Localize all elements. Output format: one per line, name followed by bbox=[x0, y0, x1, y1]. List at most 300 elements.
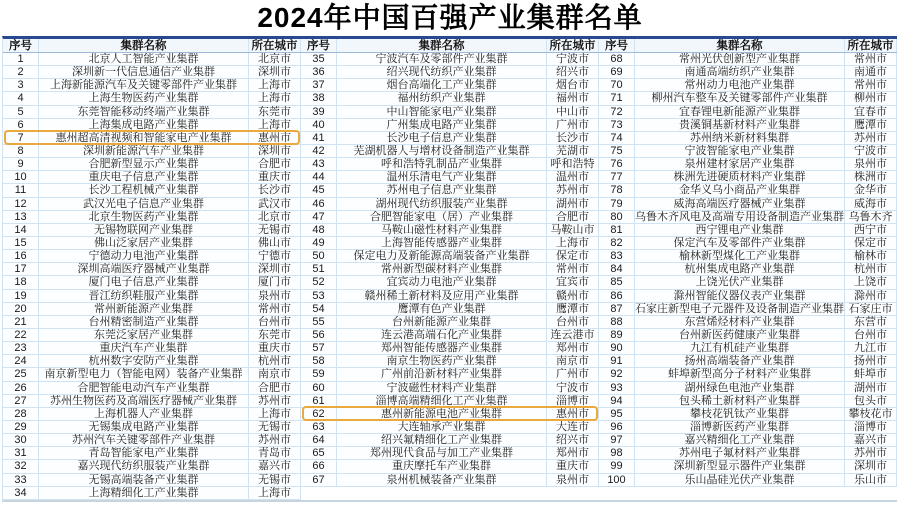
column-header-no: 序号 bbox=[301, 39, 337, 52]
table-row bbox=[3, 276, 301, 289]
cell-city: 台州市 bbox=[845, 329, 897, 341]
cell-no: 100 bbox=[599, 474, 635, 486]
cell-no: 59 bbox=[301, 368, 337, 380]
cell-city: 湖州市 bbox=[845, 382, 897, 394]
cell-cluster-name: 东营烯烃材料产业集群 bbox=[635, 316, 845, 328]
table-row bbox=[599, 66, 897, 79]
cell-cluster-name: 惠州新能源电池产业集群 bbox=[337, 408, 547, 420]
cell-city: 重庆市 bbox=[547, 460, 599, 472]
cell-cluster-name: 常州光伏创新型产业集群 bbox=[635, 53, 845, 65]
table-row bbox=[599, 119, 897, 132]
cell-city: 乌鲁木齐 bbox=[845, 211, 897, 223]
table-row bbox=[599, 250, 897, 263]
cell-city: 泉州市 bbox=[249, 290, 301, 302]
cell-no: 54 bbox=[301, 303, 337, 315]
cell-no: 10 bbox=[3, 171, 39, 183]
cell-city: 石家庄市 bbox=[845, 303, 897, 315]
cell-cluster-name: 滁州智能仪器仪表产业集群 bbox=[635, 290, 845, 302]
cell-no: 50 bbox=[301, 250, 337, 262]
cell-cluster-name: 武汉光电子信息产业集群 bbox=[39, 198, 249, 210]
cell-city: 长沙市 bbox=[547, 132, 599, 144]
table-row bbox=[3, 237, 301, 250]
cell-cluster-name: 保定电力及新能源高端装备产业集群 bbox=[337, 250, 547, 262]
cell-no: 32 bbox=[3, 460, 39, 472]
table-row bbox=[3, 368, 301, 381]
cell-cluster-name: 无锡高端装备产业集群 bbox=[39, 474, 249, 486]
cell-city: 南京市 bbox=[547, 355, 599, 367]
table-column-group-3 bbox=[599, 39, 897, 487]
cell-city: 广州市 bbox=[547, 119, 599, 131]
cell-cluster-name: 宜春锂电新能源产业集群 bbox=[635, 106, 845, 118]
table-row bbox=[3, 106, 301, 119]
cell-cluster-name: 苏州电子氟材料产业集群 bbox=[635, 447, 845, 459]
cell-cluster-name: 威海高端医疗器械产业集群 bbox=[635, 198, 845, 210]
cell-city: 长沙市 bbox=[249, 184, 301, 196]
table-row bbox=[599, 368, 897, 381]
cell-cluster-name: 攀枝花钒钛产业集群 bbox=[635, 408, 845, 420]
cell-cluster-name: 绍兴现代纺织产业集群 bbox=[337, 66, 547, 78]
cell-city: 宁波市 bbox=[845, 145, 897, 157]
table-column-group-2 bbox=[301, 39, 599, 487]
cell-city: 嘉兴市 bbox=[845, 434, 897, 446]
cell-city: 宜宾市 bbox=[547, 276, 599, 288]
cell-city: 厦门市 bbox=[249, 276, 301, 288]
table-row bbox=[599, 53, 897, 66]
cell-no: 23 bbox=[3, 342, 39, 354]
cell-city: 上海市 bbox=[249, 79, 301, 91]
cell-cluster-name: 合肥智能电动汽车产业集群 bbox=[39, 382, 249, 394]
table-row bbox=[599, 92, 897, 105]
table-row bbox=[301, 145, 599, 158]
table-row bbox=[301, 224, 599, 237]
cell-no: 75 bbox=[599, 145, 635, 157]
cell-no: 47 bbox=[301, 211, 337, 223]
table-row bbox=[599, 184, 897, 197]
cell-city: 烟台市 bbox=[547, 79, 599, 91]
cell-no: 18 bbox=[3, 276, 39, 288]
cell-cluster-name: 台州新医药健康产业集群 bbox=[635, 329, 845, 341]
table-row bbox=[301, 211, 599, 224]
table-row bbox=[599, 106, 897, 119]
cell-city: 鹰潭市 bbox=[547, 303, 599, 315]
cell-cluster-name: 宁波智能家电产业集群 bbox=[635, 145, 845, 157]
cell-city: 呼和浩特 bbox=[547, 158, 599, 170]
cell-cluster-name: 泉州建材家居产业集群 bbox=[635, 158, 845, 170]
cell-cluster-name: 深圳高端医疗器械产业集群 bbox=[39, 263, 249, 275]
cell-no: 52 bbox=[301, 276, 337, 288]
cell-no: 77 bbox=[599, 171, 635, 183]
table-row bbox=[301, 447, 599, 460]
cell-cluster-name: 绍兴氟精细化工产业集群 bbox=[337, 434, 547, 446]
cell-no: 33 bbox=[3, 474, 39, 486]
cell-no: 14 bbox=[3, 224, 39, 236]
cell-city: 重庆市 bbox=[249, 171, 301, 183]
cell-cluster-name: 合肥智能家电（居）产业集群 bbox=[337, 211, 547, 223]
header-row bbox=[3, 39, 301, 53]
cell-no: 2 bbox=[3, 66, 39, 78]
table-row bbox=[3, 145, 301, 158]
cell-cluster-name: 合肥新型显示产业集群 bbox=[39, 158, 249, 170]
cell-city: 武汉市 bbox=[249, 198, 301, 210]
cell-no: 5 bbox=[3, 106, 39, 118]
cell-no: 43 bbox=[301, 158, 337, 170]
cell-city: 鹰潭市 bbox=[845, 119, 897, 131]
table-row bbox=[599, 421, 897, 434]
cell-cluster-name: 广州前沿新材料产业集群 bbox=[337, 368, 547, 380]
cell-city: 东莞市 bbox=[249, 106, 301, 118]
table-row bbox=[3, 474, 301, 487]
table-row bbox=[599, 395, 897, 408]
cell-cluster-name: 扬州高端装备产业集群 bbox=[635, 355, 845, 367]
cell-cluster-name: 上饶光伏产业集群 bbox=[635, 276, 845, 288]
cell-cluster-name: 深圳新一代信息通信产业集群 bbox=[39, 66, 249, 78]
table-row bbox=[301, 368, 599, 381]
cell-cluster-name: 北京人工智能产业集群 bbox=[39, 53, 249, 65]
cell-no: 12 bbox=[3, 198, 39, 210]
cell-cluster-name: 温州乐清电气产业集群 bbox=[337, 171, 547, 183]
cell-city: 宜春市 bbox=[845, 106, 897, 118]
cell-no: 61 bbox=[301, 395, 337, 407]
cell-no: 27 bbox=[3, 395, 39, 407]
cell-no: 25 bbox=[3, 368, 39, 380]
cell-city: 青岛市 bbox=[249, 447, 301, 459]
cell-no: 20 bbox=[3, 303, 39, 315]
cell-no: 71 bbox=[599, 92, 635, 104]
cell-cluster-name: 南京新型电力（智能电网）装备产业集群 bbox=[39, 368, 249, 380]
table-row bbox=[301, 132, 599, 145]
table-row bbox=[301, 92, 599, 105]
cell-cluster-name: 株洲先进硬质材料产业集群 bbox=[635, 171, 845, 183]
cell-no: 66 bbox=[301, 460, 337, 472]
table-row bbox=[301, 184, 599, 197]
cell-cluster-name: 上海智能传感器产业集群 bbox=[337, 237, 547, 249]
cell-city: 九江市 bbox=[845, 342, 897, 354]
cell-cluster-name: 石家庄新型电子元器件及设备制造产业集群 bbox=[635, 302, 844, 315]
cell-city: 绍兴市 bbox=[547, 434, 599, 446]
cell-cluster-name: 上海机器人产业集群 bbox=[39, 408, 249, 420]
table-row bbox=[3, 290, 301, 303]
table-row bbox=[3, 53, 301, 66]
cell-no: 8 bbox=[3, 145, 39, 157]
cell-city: 苏州市 bbox=[845, 132, 897, 144]
cell-cluster-name: 湖州绿色电池产业集群 bbox=[635, 382, 845, 394]
cell-no: 42 bbox=[301, 145, 337, 157]
cell-city: 淄博市 bbox=[547, 395, 599, 407]
cell-cluster-name: 北京生物医药产业集群 bbox=[39, 211, 249, 223]
cell-no: 79 bbox=[599, 198, 635, 210]
table-row bbox=[301, 474, 599, 487]
cell-city: 蚌埠市 bbox=[845, 368, 897, 380]
table-row bbox=[3, 421, 301, 434]
cell-city: 株洲市 bbox=[845, 171, 897, 183]
cell-no: 13 bbox=[3, 211, 39, 223]
cell-no: 91 bbox=[599, 355, 635, 367]
cell-cluster-name: 宁波汽车及零部件产业集群 bbox=[337, 53, 547, 65]
table-row bbox=[3, 447, 301, 460]
table-row bbox=[3, 224, 301, 237]
cell-no: 40 bbox=[301, 119, 337, 131]
table-row bbox=[301, 79, 599, 92]
cell-cluster-name: 赣州稀土新材料及应用产业集群 bbox=[337, 290, 547, 302]
cell-no: 1 bbox=[3, 53, 39, 65]
table-row bbox=[599, 434, 897, 447]
cell-no: 95 bbox=[599, 408, 635, 420]
column-header-name: 集群名称 bbox=[39, 39, 249, 52]
table-row bbox=[301, 421, 599, 434]
table-row bbox=[301, 276, 599, 289]
table-row bbox=[301, 106, 599, 119]
table-column-group-1 bbox=[3, 39, 301, 500]
cell-no: 46 bbox=[301, 198, 337, 210]
cell-city: 台州市 bbox=[547, 316, 599, 328]
cell-cluster-name: 金华义乌小商品产业集群 bbox=[635, 184, 845, 196]
cell-no: 53 bbox=[301, 290, 337, 302]
cell-city: 南京市 bbox=[249, 368, 301, 380]
cell-cluster-name: 保定汽车及零部件产业集群 bbox=[635, 237, 845, 249]
cell-city: 大连市 bbox=[547, 421, 599, 433]
cell-cluster-name: 佛山泛家居产业集群 bbox=[39, 237, 249, 249]
cell-city: 惠州市 bbox=[249, 132, 301, 144]
cell-city: 无锡市 bbox=[249, 224, 301, 236]
cell-no: 64 bbox=[301, 434, 337, 446]
table-row bbox=[599, 447, 897, 460]
cell-cluster-name: 蚌埠新型高分子材料产业集群 bbox=[635, 368, 845, 380]
table-row bbox=[3, 158, 301, 171]
cell-no: 3 bbox=[3, 79, 39, 91]
cell-no: 58 bbox=[301, 355, 337, 367]
table-row bbox=[301, 66, 599, 79]
cell-cluster-name: 台州新能源产业集群 bbox=[337, 316, 547, 328]
table-row bbox=[3, 342, 301, 355]
column-header-city: 所在城市 bbox=[547, 39, 599, 52]
cell-city: 东莞市 bbox=[249, 329, 301, 341]
cell-city: 乐山市 bbox=[845, 474, 897, 486]
cell-cluster-name: 广州集成电路产业集群 bbox=[337, 119, 547, 131]
table-row bbox=[599, 132, 897, 145]
cell-city: 常州市 bbox=[845, 53, 897, 65]
cell-no: 63 bbox=[301, 421, 337, 433]
table-row bbox=[599, 79, 897, 92]
table-row bbox=[3, 303, 301, 316]
cell-no: 89 bbox=[599, 329, 635, 341]
cell-cluster-name: 重庆摩托车产业集群 bbox=[337, 460, 547, 472]
cell-cluster-name: 长沙电子信息产业集群 bbox=[337, 132, 547, 144]
cell-city: 宁德市 bbox=[249, 250, 301, 262]
cell-cluster-name: 南通高端纺织产业集群 bbox=[635, 66, 845, 78]
cell-cluster-name: 嘉兴精细化工产业集群 bbox=[635, 434, 845, 446]
cell-cluster-name: 郑州现代食品与加工产业集群 bbox=[337, 447, 547, 459]
table-row bbox=[599, 316, 897, 329]
cell-city: 中山市 bbox=[547, 106, 599, 118]
cell-no: 78 bbox=[599, 184, 635, 196]
table-row bbox=[599, 460, 897, 473]
cell-city: 湖州市 bbox=[547, 198, 599, 210]
cell-no: 35 bbox=[301, 53, 337, 65]
cell-cluster-name: 中山智能家电产业集群 bbox=[337, 106, 547, 118]
cell-no: 62 bbox=[301, 408, 337, 420]
cell-cluster-name: 乐山晶硅光伏产业集群 bbox=[635, 474, 845, 486]
cell-no: 31 bbox=[3, 447, 39, 459]
table-row bbox=[3, 250, 301, 263]
cell-no: 55 bbox=[301, 316, 337, 328]
table-row bbox=[599, 237, 897, 250]
cell-cluster-name: 长沙工程机械产业集群 bbox=[39, 184, 249, 196]
cell-no: 60 bbox=[301, 382, 337, 394]
cluster-table bbox=[2, 36, 897, 502]
cell-cluster-name: 九江有机硅产业集群 bbox=[635, 342, 845, 354]
cell-no: 68 bbox=[599, 53, 635, 65]
cell-no: 6 bbox=[3, 119, 39, 131]
table-row bbox=[301, 53, 599, 66]
cell-cluster-name: 苏州生物医药及高端医疗器械产业集群 bbox=[39, 395, 249, 407]
cell-city: 上海市 bbox=[249, 487, 301, 499]
cell-cluster-name: 深圳新能源汽车产业集群 bbox=[39, 145, 249, 157]
cell-city: 芜湖市 bbox=[547, 145, 599, 157]
cell-city: 常州市 bbox=[845, 79, 897, 91]
cell-city: 北京市 bbox=[249, 53, 301, 65]
cell-no: 16 bbox=[3, 250, 39, 262]
cell-city: 杭州市 bbox=[845, 263, 897, 275]
cell-cluster-name: 泉州机械装备产业集群 bbox=[337, 474, 547, 486]
table-row bbox=[301, 158, 599, 171]
table-row bbox=[3, 487, 301, 500]
table-row bbox=[599, 224, 897, 237]
table-row bbox=[3, 198, 301, 211]
cell-no: 74 bbox=[599, 132, 635, 144]
table-row bbox=[301, 434, 599, 447]
table-row bbox=[3, 171, 301, 184]
cell-cluster-name: 呼和浩特乳制品产业集群 bbox=[337, 158, 547, 170]
cell-no: 45 bbox=[301, 184, 337, 196]
table-row bbox=[301, 198, 599, 211]
table-row bbox=[3, 395, 301, 408]
cell-city: 苏州市 bbox=[249, 395, 301, 407]
cell-city: 深圳市 bbox=[249, 263, 301, 275]
cell-cluster-name: 鹰潭有色产业集群 bbox=[337, 303, 547, 315]
cell-city: 扬州市 bbox=[845, 355, 897, 367]
cell-cluster-name: 贵溪铜基新材料产业集群 bbox=[635, 119, 845, 131]
cell-no: 37 bbox=[301, 79, 337, 91]
cell-city: 无锡市 bbox=[249, 421, 301, 433]
column-header-name: 集群名称 bbox=[337, 39, 547, 52]
cell-city: 西宁市 bbox=[845, 224, 897, 236]
cell-cluster-name: 杭州集成电路产业集群 bbox=[635, 263, 845, 275]
table-row bbox=[301, 290, 599, 303]
cell-no: 69 bbox=[599, 66, 635, 78]
cell-no: 57 bbox=[301, 342, 337, 354]
cell-city: 淄博市 bbox=[845, 421, 897, 433]
column-header-name: 集群名称 bbox=[635, 39, 845, 52]
cell-city: 苏州市 bbox=[845, 447, 897, 459]
cell-cluster-name: 福州纺织产业集群 bbox=[337, 92, 547, 104]
cell-no: 97 bbox=[599, 434, 635, 446]
cell-city: 郑州市 bbox=[547, 447, 599, 459]
cell-cluster-name: 淄博新医药产业集群 bbox=[635, 421, 845, 433]
table-row bbox=[599, 342, 897, 355]
cell-city: 常州市 bbox=[249, 303, 301, 315]
cell-city: 深圳市 bbox=[249, 145, 301, 157]
cell-cluster-name: 包头稀土新材料产业集群 bbox=[635, 395, 845, 407]
cell-no: 98 bbox=[599, 447, 635, 459]
cell-no: 29 bbox=[3, 421, 39, 433]
cell-city: 滁州市 bbox=[845, 290, 897, 302]
table-row bbox=[301, 250, 599, 263]
table-row bbox=[3, 434, 301, 447]
table-row bbox=[301, 119, 599, 132]
table-row bbox=[301, 395, 599, 408]
cell-no: 38 bbox=[301, 92, 337, 104]
cell-no: 99 bbox=[599, 460, 635, 472]
cell-cluster-name: 常州动力电池产业集群 bbox=[635, 79, 845, 91]
cell-city: 保定市 bbox=[845, 237, 897, 249]
cell-no: 44 bbox=[301, 171, 337, 183]
cell-no: 88 bbox=[599, 316, 635, 328]
cell-no: 56 bbox=[301, 329, 337, 341]
cell-no: 70 bbox=[599, 79, 635, 91]
cell-cluster-name: 乌鲁木齐风电及高端专用设备制造产业集群 bbox=[635, 210, 844, 223]
table-row bbox=[3, 66, 301, 79]
cell-no: 72 bbox=[599, 106, 635, 118]
table-row bbox=[599, 145, 897, 158]
cell-no: 4 bbox=[3, 92, 39, 104]
cell-no: 51 bbox=[301, 263, 337, 275]
cell-cluster-name: 榆林新型煤化工产业集群 bbox=[635, 250, 845, 262]
cell-cluster-name: 苏州电子信息产业集群 bbox=[337, 184, 547, 196]
cell-no: 39 bbox=[301, 106, 337, 118]
cell-cluster-name: 大连轴承产业集群 bbox=[337, 421, 547, 433]
table-row bbox=[3, 460, 301, 473]
cell-cluster-name: 青岛智能家电产业集群 bbox=[39, 447, 249, 459]
cell-cluster-name: 上海集成电路产业集群 bbox=[39, 119, 249, 131]
table-row bbox=[3, 382, 301, 395]
cell-no: 93 bbox=[599, 382, 635, 394]
cell-city: 宁波市 bbox=[547, 382, 599, 394]
table-row bbox=[599, 198, 897, 211]
cell-cluster-name: 上海精细化工产业集群 bbox=[39, 487, 249, 499]
cell-city: 宁波市 bbox=[547, 53, 599, 65]
table-row bbox=[3, 211, 301, 224]
cell-cluster-name: 上海新能源汽车及关键零部件产业集群 bbox=[39, 79, 249, 91]
cell-cluster-name: 东莞泛家居产业集群 bbox=[39, 329, 249, 341]
cell-no: 73 bbox=[599, 119, 635, 131]
cell-no: 34 bbox=[3, 487, 39, 499]
cell-city: 深圳市 bbox=[249, 66, 301, 78]
table-row bbox=[301, 382, 599, 395]
table-row bbox=[599, 276, 897, 289]
cell-city: 包头市 bbox=[845, 395, 897, 407]
table-row bbox=[599, 263, 897, 276]
cell-cluster-name: 深圳新型显示器件产业集群 bbox=[635, 460, 845, 472]
cell-cluster-name: 淄博高端精细化工产业集群 bbox=[337, 395, 547, 407]
cell-no: 82 bbox=[599, 237, 635, 249]
cell-city: 攀枝花市 bbox=[845, 408, 897, 420]
table-row bbox=[3, 355, 301, 368]
cell-cluster-name: 上海生物医药产业集群 bbox=[39, 92, 249, 104]
cell-city: 惠州市 bbox=[547, 408, 599, 420]
cell-no: 30 bbox=[3, 434, 39, 446]
cell-city: 苏州市 bbox=[547, 184, 599, 196]
cell-no: 49 bbox=[301, 237, 337, 249]
table-row bbox=[599, 408, 897, 421]
header-row bbox=[301, 39, 599, 53]
cell-city: 上海市 bbox=[249, 119, 301, 131]
cell-city: 苏州市 bbox=[249, 434, 301, 446]
cell-cluster-name: 重庆汽车产业集群 bbox=[39, 342, 249, 354]
table-row bbox=[3, 92, 301, 105]
cell-city: 杭州市 bbox=[249, 355, 301, 367]
header-row bbox=[599, 39, 897, 53]
table-row bbox=[599, 474, 897, 487]
